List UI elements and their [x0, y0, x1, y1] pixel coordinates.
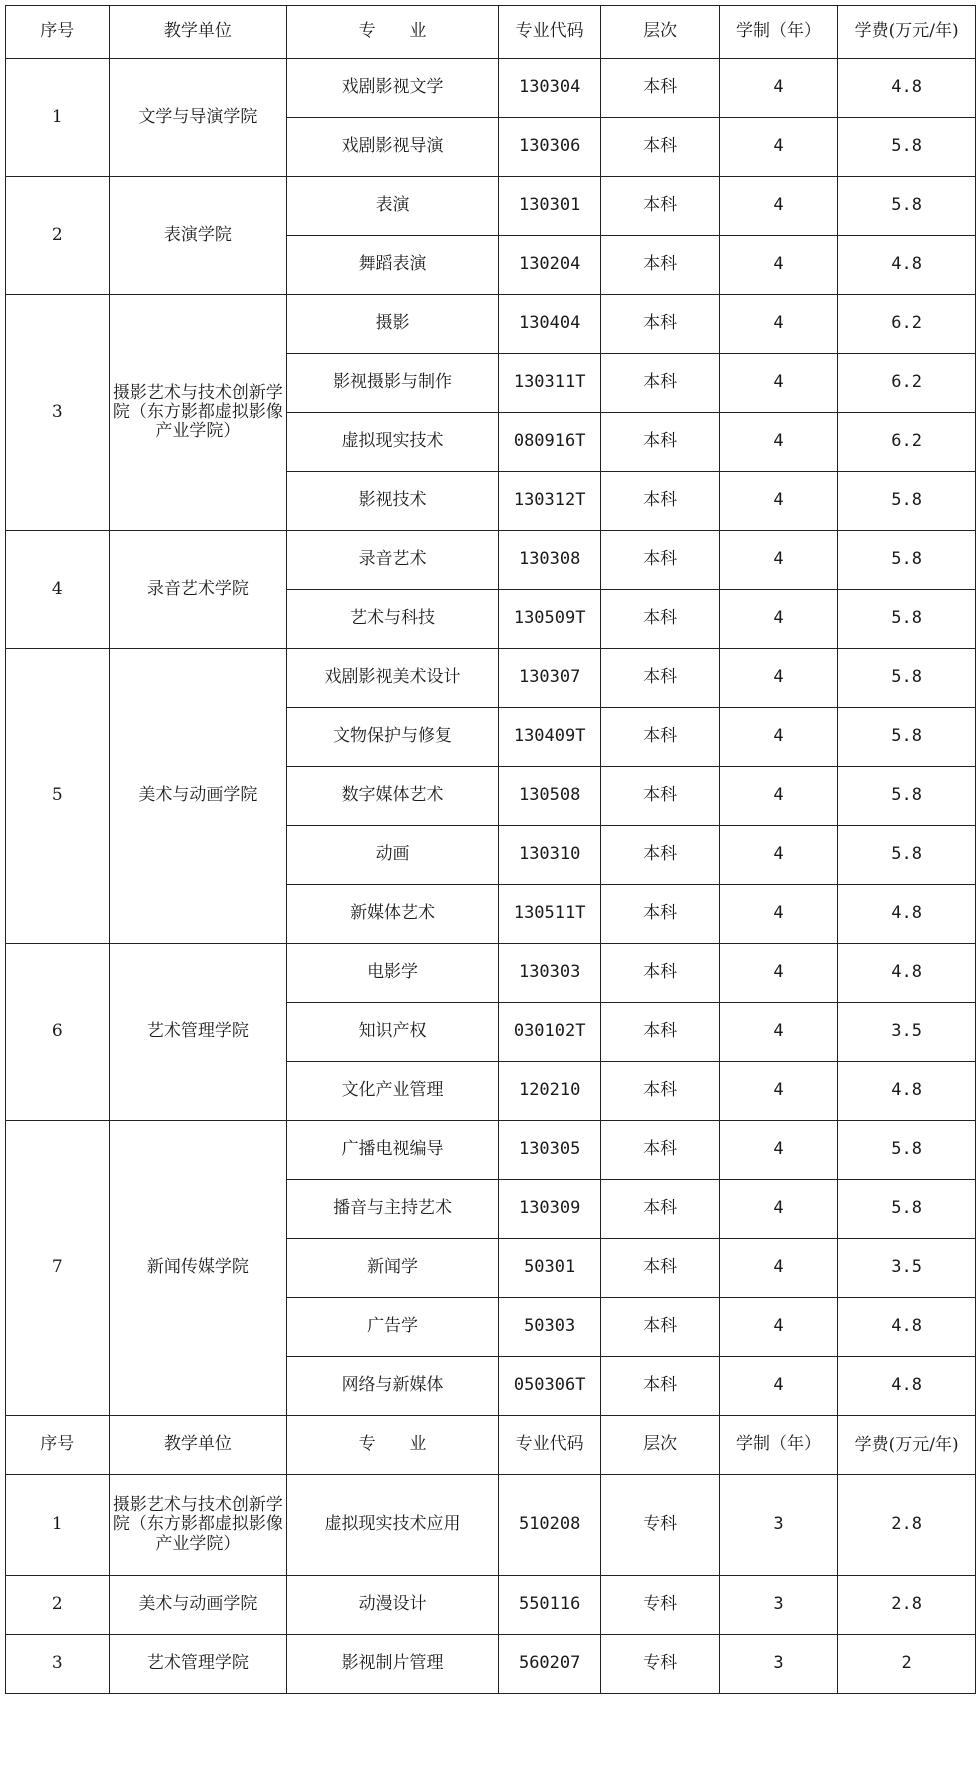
- table-row: [6, 649, 976, 708]
- seq-number: 1: [6, 59, 110, 177]
- study-years: 4: [719, 295, 837, 354]
- degree-level: 本科: [601, 944, 719, 1003]
- teaching-unit: 新闻传媒学院: [109, 1121, 287, 1416]
- major-code: 130309: [498, 1180, 600, 1239]
- study-years: 4: [719, 472, 837, 531]
- degree-level: 本科: [601, 1298, 719, 1357]
- major-name: 舞蹈表演: [287, 236, 499, 295]
- major-name: 播音与主持艺术: [287, 1180, 499, 1239]
- major-name: 新媒体艺术: [287, 885, 499, 944]
- degree-level: 本科: [601, 708, 719, 767]
- tuition-fee: 5.8: [838, 826, 976, 885]
- table-row: [6, 1576, 976, 1635]
- tuition-fee: 4.8: [838, 236, 976, 295]
- major-name: 艺术与科技: [287, 590, 499, 649]
- study-years: 4: [719, 708, 837, 767]
- major-name: 广播电视编导: [287, 1121, 499, 1180]
- major-name: 戏剧影视美术设计: [287, 649, 499, 708]
- table-row: [6, 531, 976, 590]
- degree-level: 专科: [601, 1576, 719, 1635]
- teaching-unit: 美术与动画学院: [109, 649, 287, 944]
- major-name: 虚拟现实技术: [287, 413, 499, 472]
- header-cell: 序号: [6, 6, 110, 59]
- degree-level: 本科: [601, 354, 719, 413]
- teaching-unit: 录音艺术学院: [109, 531, 287, 649]
- degree-level: 本科: [601, 531, 719, 590]
- tuition-fee: 4.8: [838, 885, 976, 944]
- tuition-fee: 5.8: [838, 177, 976, 236]
- study-years: 4: [719, 944, 837, 1003]
- study-years: 4: [719, 1003, 837, 1062]
- header-cell: 层次: [601, 1416, 719, 1475]
- tuition-fee: 3.5: [838, 1239, 976, 1298]
- study-years: 4: [719, 1239, 837, 1298]
- header-cell: 专业代码: [498, 6, 600, 59]
- major-name: 电影学: [287, 944, 499, 1003]
- seq-number: 6: [6, 944, 110, 1121]
- major-name: 数字媒体艺术: [287, 767, 499, 826]
- major-code: 130308: [498, 531, 600, 590]
- header-cell: 序号: [6, 1416, 110, 1475]
- major-name: 戏剧影视导演: [287, 118, 499, 177]
- header-cell: 专 业: [287, 6, 499, 59]
- degree-level: 本科: [601, 1239, 719, 1298]
- major-name: 动漫设计: [287, 1576, 499, 1635]
- major-code: 030102T: [498, 1003, 600, 1062]
- study-years: 3: [719, 1475, 837, 1576]
- table-row: [6, 1121, 976, 1180]
- study-years: 3: [719, 1635, 837, 1694]
- header-row: [6, 6, 976, 59]
- major-code: 130301: [498, 177, 600, 236]
- teaching-unit: 表演学院: [109, 177, 287, 295]
- major-code: 130306: [498, 118, 600, 177]
- major-code: 130508: [498, 767, 600, 826]
- study-years: 4: [719, 1180, 837, 1239]
- degree-level: 专科: [601, 1635, 719, 1694]
- table-row: [6, 295, 976, 354]
- study-years: 4: [719, 354, 837, 413]
- table-row: [6, 1475, 976, 1576]
- teaching-unit: 艺术管理学院: [109, 944, 287, 1121]
- tuition-fee: 5.8: [838, 708, 976, 767]
- seq-number: 2: [6, 1576, 110, 1635]
- major-code: 560207: [498, 1635, 600, 1694]
- major-code: 130404: [498, 295, 600, 354]
- tuition-fee: 4.8: [838, 59, 976, 118]
- study-years: 4: [719, 236, 837, 295]
- tuition-fee: 2: [838, 1635, 976, 1694]
- tuition-fee: 3.5: [838, 1003, 976, 1062]
- study-years: 4: [719, 649, 837, 708]
- degree-level: 本科: [601, 472, 719, 531]
- major-name: 知识产权: [287, 1003, 499, 1062]
- major-code: 130305: [498, 1121, 600, 1180]
- tuition-fee-table: [5, 5, 976, 1694]
- study-years: 4: [719, 177, 837, 236]
- header-row: [6, 1416, 976, 1475]
- degree-level: 本科: [601, 295, 719, 354]
- degree-level: 本科: [601, 177, 719, 236]
- teaching-unit: 摄影艺术与技术创新学院（东方影都虚拟影像产业学院）: [109, 295, 287, 531]
- major-name: 戏剧影视文学: [287, 59, 499, 118]
- major-code: 130303: [498, 944, 600, 1003]
- tuition-fee: 5.8: [838, 649, 976, 708]
- study-years: 4: [719, 590, 837, 649]
- tuition-fee: 5.8: [838, 590, 976, 649]
- degree-level: 本科: [601, 767, 719, 826]
- seq-number: 5: [6, 649, 110, 944]
- degree-level: 本科: [601, 1121, 719, 1180]
- study-years: 4: [719, 1121, 837, 1180]
- major-code: 130311T: [498, 354, 600, 413]
- major-name: 影视技术: [287, 472, 499, 531]
- tuition-fee: 4.8: [838, 1298, 976, 1357]
- major-code: 510208: [498, 1475, 600, 1576]
- major-code: 050306T: [498, 1357, 600, 1416]
- study-years: 4: [719, 1298, 837, 1357]
- seq-number: 3: [6, 295, 110, 531]
- study-years: 4: [719, 885, 837, 944]
- study-years: 4: [719, 767, 837, 826]
- major-code: 130312T: [498, 472, 600, 531]
- teaching-unit: 摄影艺术与技术创新学院（东方影都虚拟影像产业学院）: [109, 1475, 287, 1576]
- study-years: 4: [719, 826, 837, 885]
- major-name: 广告学: [287, 1298, 499, 1357]
- header-cell: 学制（年）: [719, 1416, 837, 1475]
- tuition-fee: 5.8: [838, 767, 976, 826]
- tuition-fee: 5.8: [838, 118, 976, 177]
- major-code: 130304: [498, 59, 600, 118]
- tuition-fee: 2.8: [838, 1475, 976, 1576]
- major-code: 130310: [498, 826, 600, 885]
- header-cell: 专业代码: [498, 1416, 600, 1475]
- seq-number: 4: [6, 531, 110, 649]
- degree-level: 本科: [601, 1062, 719, 1121]
- table-row: [6, 177, 976, 236]
- study-years: 3: [719, 1576, 837, 1635]
- major-code: 130509T: [498, 590, 600, 649]
- degree-level: 本科: [601, 826, 719, 885]
- study-years: 4: [719, 531, 837, 590]
- tuition-fee: 4.8: [838, 1062, 976, 1121]
- tuition-fee: 5.8: [838, 531, 976, 590]
- degree-level: 本科: [601, 590, 719, 649]
- major-name: 摄影: [287, 295, 499, 354]
- teaching-unit: 文学与导演学院: [109, 59, 287, 177]
- major-code: 130204: [498, 236, 600, 295]
- degree-level: 本科: [601, 59, 719, 118]
- header-cell: 层次: [601, 6, 719, 59]
- degree-level: 本科: [601, 413, 719, 472]
- study-years: 4: [719, 1062, 837, 1121]
- tuition-fee: 6.2: [838, 295, 976, 354]
- table-row: [6, 59, 976, 118]
- major-name: 动画: [287, 826, 499, 885]
- teaching-unit: 美术与动画学院: [109, 1576, 287, 1635]
- seq-number: 3: [6, 1635, 110, 1694]
- table-row: [6, 944, 976, 1003]
- degree-level: 本科: [601, 885, 719, 944]
- header-cell: 学费(万元/年): [838, 1416, 976, 1475]
- major-name: 文物保护与修复: [287, 708, 499, 767]
- major-name: 新闻学: [287, 1239, 499, 1298]
- tuition-fee: 2.8: [838, 1576, 976, 1635]
- seq-number: 7: [6, 1121, 110, 1416]
- study-years: 4: [719, 59, 837, 118]
- major-name: 影视制片管理: [287, 1635, 499, 1694]
- tuition-fee: 6.2: [838, 413, 976, 472]
- major-code: 120210: [498, 1062, 600, 1121]
- study-years: 4: [719, 413, 837, 472]
- tuition-fee: 4.8: [838, 944, 976, 1003]
- tuition-fee: 5.8: [838, 1121, 976, 1180]
- major-code: 50301: [498, 1239, 600, 1298]
- header-cell: 学费(万元/年): [838, 6, 976, 59]
- major-code: 080916T: [498, 413, 600, 472]
- seq-number: 1: [6, 1475, 110, 1576]
- major-name: 文化产业管理: [287, 1062, 499, 1121]
- major-name: 虚拟现实技术应用: [287, 1475, 499, 1576]
- study-years: 4: [719, 1357, 837, 1416]
- major-code: 550116: [498, 1576, 600, 1635]
- degree-level: 专科: [601, 1475, 719, 1576]
- major-code: 130511T: [498, 885, 600, 944]
- major-code: 130307: [498, 649, 600, 708]
- tuition-fee: 5.8: [838, 1180, 976, 1239]
- study-years: 4: [719, 118, 837, 177]
- degree-level: 本科: [601, 1180, 719, 1239]
- major-name: 录音艺术: [287, 531, 499, 590]
- header-cell: 教学单位: [109, 6, 287, 59]
- major-code: 130409T: [498, 708, 600, 767]
- major-code: 50303: [498, 1298, 600, 1357]
- degree-level: 本科: [601, 1003, 719, 1062]
- header-cell: 教学单位: [109, 1416, 287, 1475]
- major-name: 影视摄影与制作: [287, 354, 499, 413]
- header-cell: 专 业: [287, 1416, 499, 1475]
- tuition-fee: 4.8: [838, 1357, 976, 1416]
- major-name: 网络与新媒体: [287, 1357, 499, 1416]
- header-cell: 学制（年）: [719, 6, 837, 59]
- degree-level: 本科: [601, 236, 719, 295]
- teaching-unit: 艺术管理学院: [109, 1635, 287, 1694]
- major-name: 表演: [287, 177, 499, 236]
- degree-level: 本科: [601, 1357, 719, 1416]
- degree-level: 本科: [601, 649, 719, 708]
- seq-number: 2: [6, 177, 110, 295]
- degree-level: 本科: [601, 118, 719, 177]
- tuition-fee: 5.8: [838, 472, 976, 531]
- table-row: [6, 1635, 976, 1694]
- tuition-fee: 6.2: [838, 354, 976, 413]
